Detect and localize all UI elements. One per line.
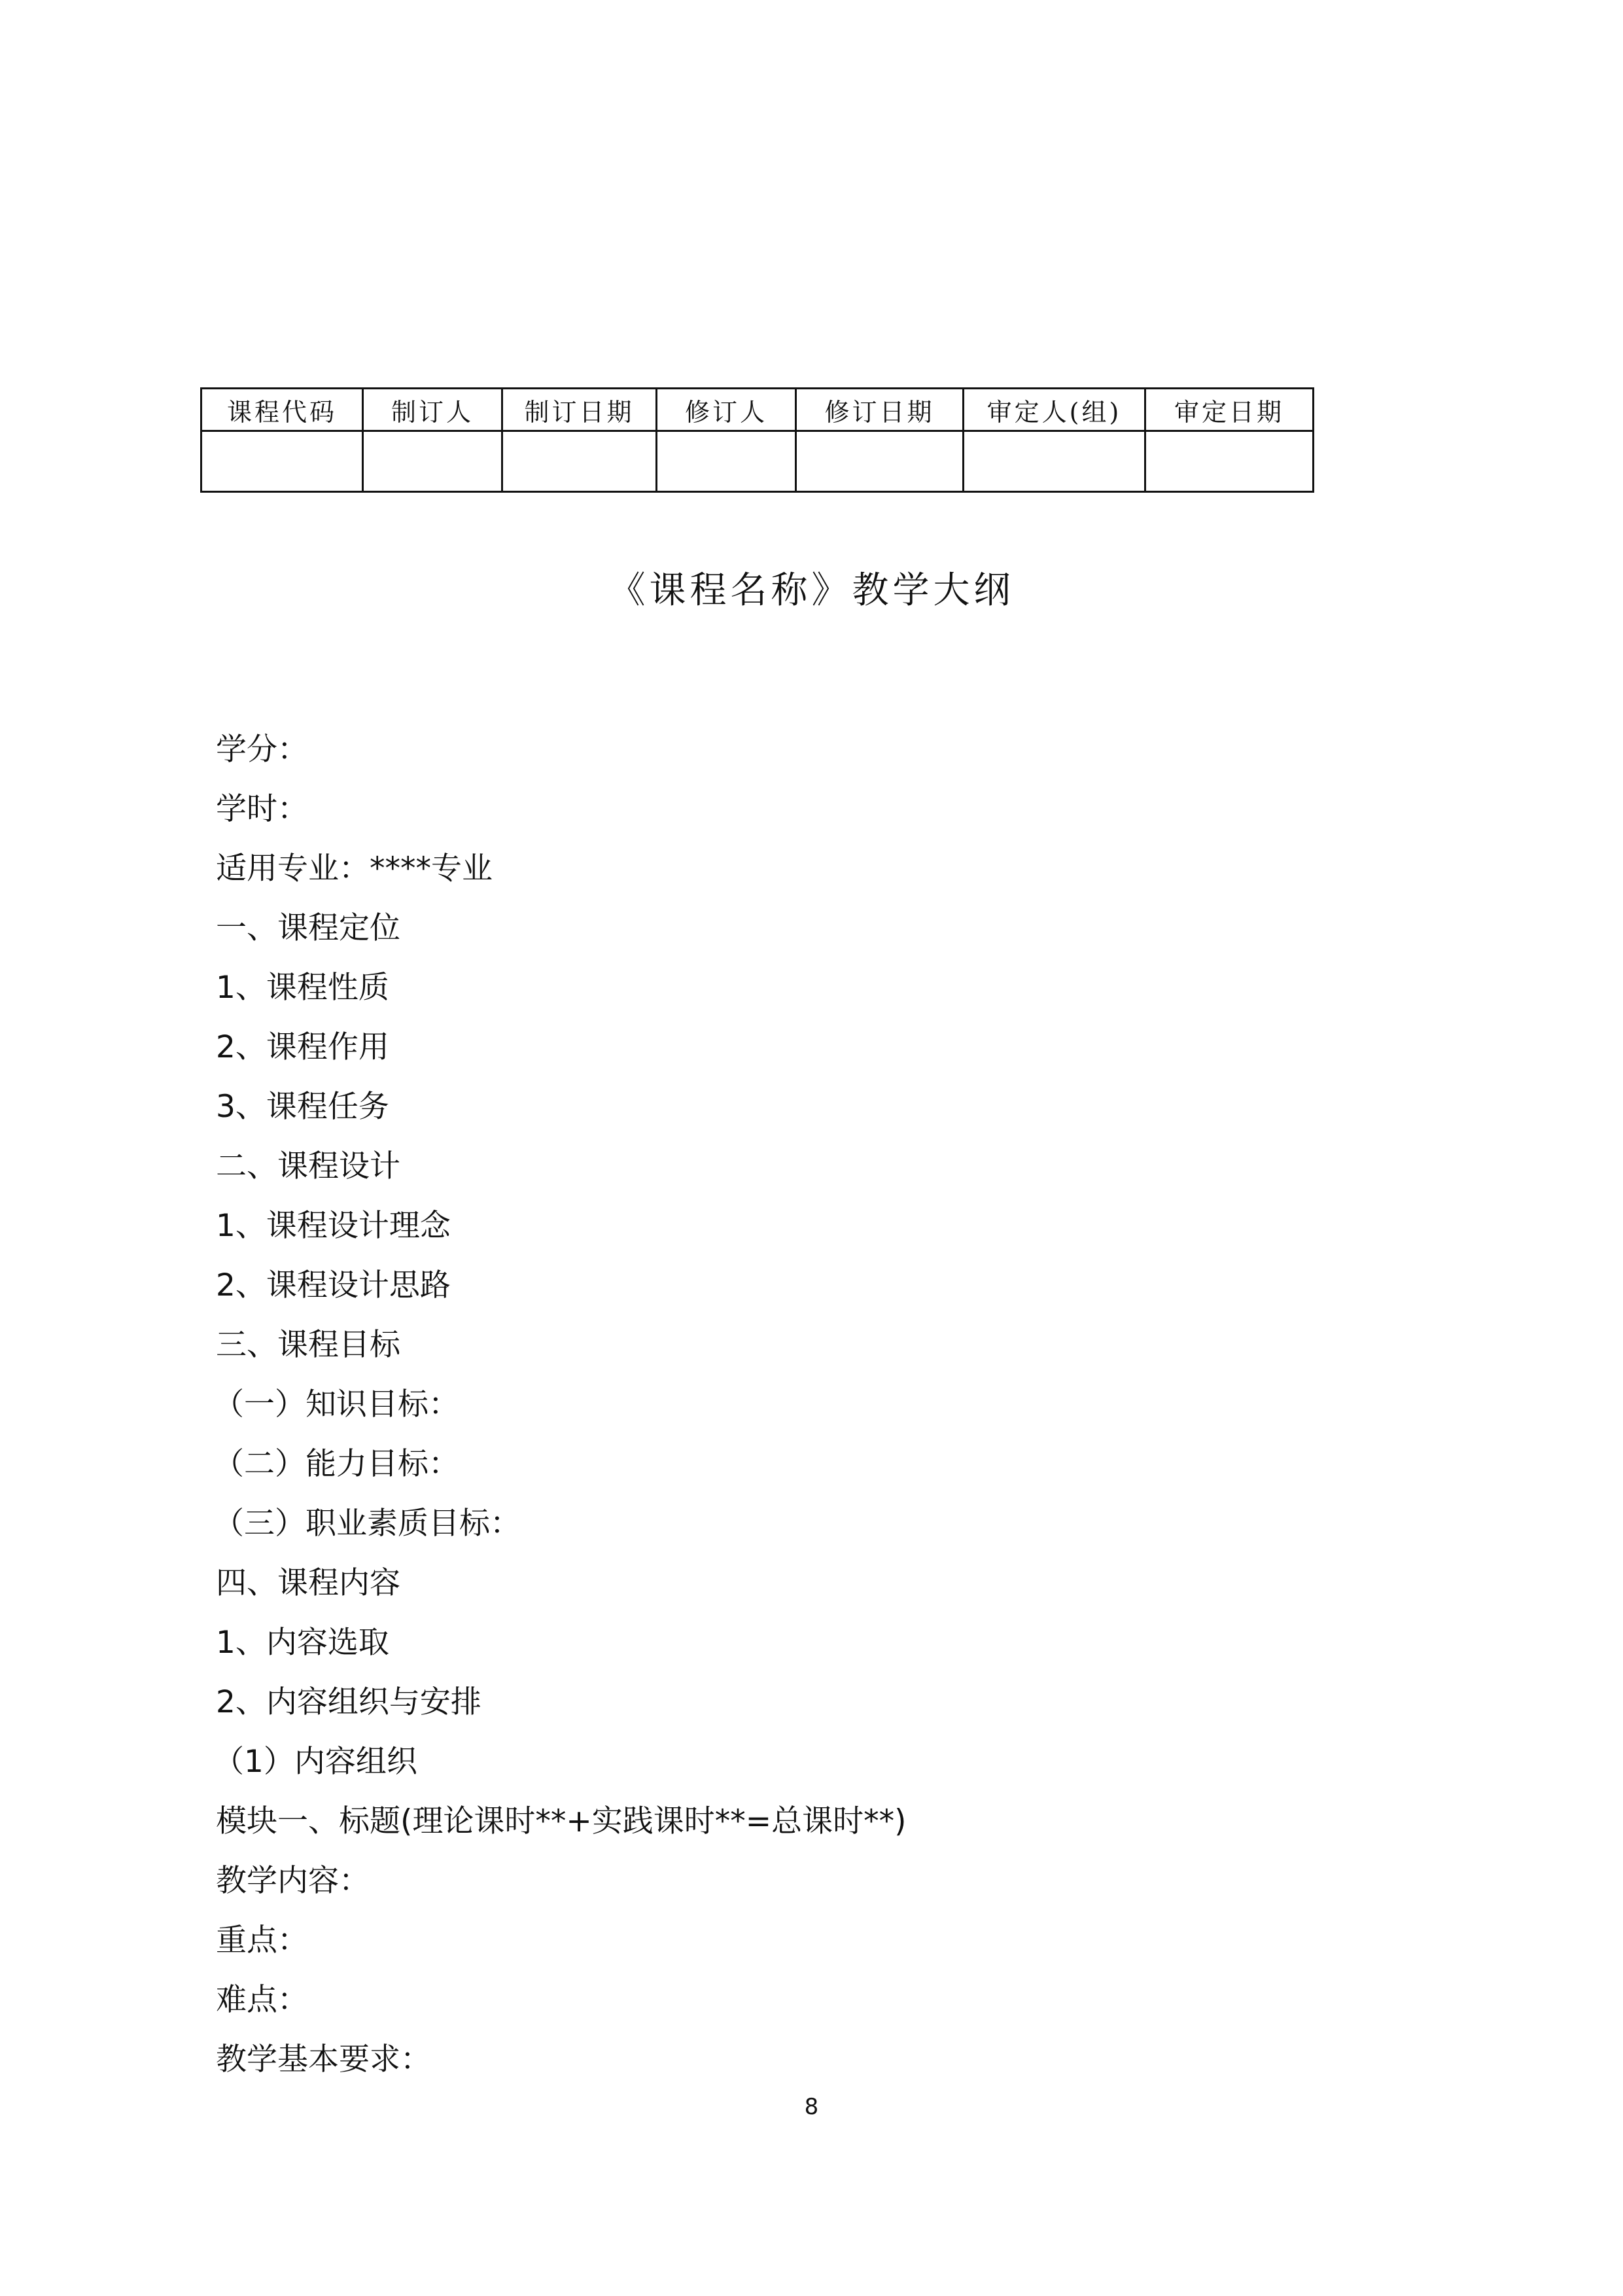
table-value-row: [201, 431, 1314, 492]
header-reviser: 修订人: [657, 389, 796, 431]
list-item: 1、内容选取: [216, 1625, 389, 1661]
list-item: （1）内容组织: [213, 1744, 417, 1780]
list-item: 教学内容：: [216, 1863, 370, 1899]
list-item: 2、课程设计思路: [216, 1267, 451, 1303]
list-item: （二）能力目标：: [213, 1446, 459, 1482]
line-hours: 学时：: [216, 791, 308, 827]
value-author-date: [502, 431, 657, 492]
value-approver: [964, 431, 1145, 492]
section-heading: 一、课程定位: [216, 910, 400, 946]
header-course-code: 课程代码: [201, 389, 363, 431]
header-revise-date: 修订日期: [796, 389, 964, 431]
page-number: 8: [804, 2094, 819, 2120]
section-heading: 二、课程设计: [216, 1148, 400, 1184]
value-author: [363, 431, 502, 492]
line-major: 适用专业：****专业: [216, 851, 493, 887]
header-approver: 审定人(组): [964, 389, 1145, 431]
list-item: （三）职业素质目标：: [213, 1506, 521, 1542]
table-header-row: [201, 389, 1314, 431]
module-heading: 模块一、标题(理论课时**+实践课时**=总课时**): [216, 1803, 907, 1839]
value-reviser: [657, 431, 796, 492]
list-item: 3、课程任务: [216, 1089, 389, 1125]
value-course-code: [201, 431, 363, 492]
line-credits: 学分：: [216, 732, 308, 768]
value-approve-date: [1145, 431, 1314, 492]
section-heading: 三、课程目标: [216, 1327, 400, 1363]
document-title: 《课程名称》教学大纲: [608, 569, 1015, 612]
list-item: 2、内容组织与安排: [216, 1684, 481, 1720]
list-item: 1、课程性质: [216, 970, 389, 1006]
header-author-date: 制订日期: [502, 389, 657, 431]
outline-list: [213, 720, 907, 2089]
header-approve-date: 审定日期: [1145, 389, 1314, 431]
course-info-table: [200, 387, 1314, 493]
value-revise-date: [796, 431, 964, 492]
list-item: 重点：: [216, 1922, 308, 1958]
section-heading: 四、课程内容: [216, 1565, 400, 1601]
list-item: （一）知识目标：: [213, 1386, 459, 1422]
list-item: 1、课程设计理念: [216, 1208, 451, 1244]
header-author: 制订人: [363, 389, 502, 431]
list-item: 2、课程作用: [216, 1029, 389, 1065]
list-item: 难点：: [216, 1982, 308, 2018]
list-item: 教学基本要求：: [216, 2041, 431, 2077]
